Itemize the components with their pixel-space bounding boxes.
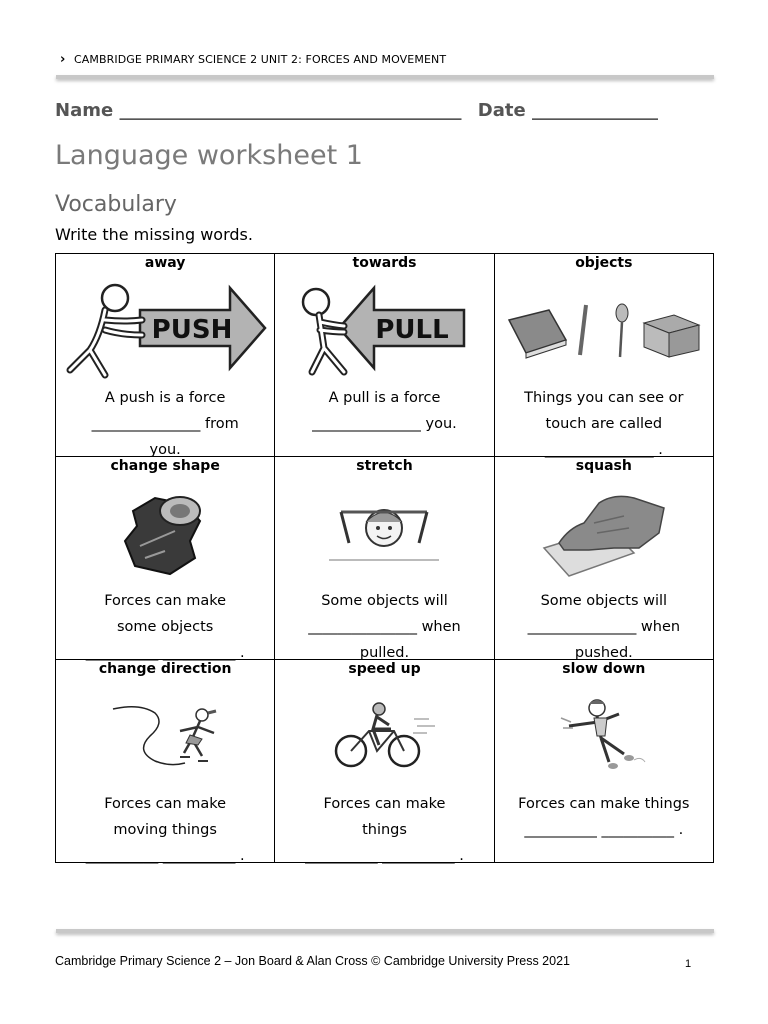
push-arrow-figure-icon — [56, 275, 274, 385]
cell-word: squash — [575, 458, 632, 474]
cell-line: moving things — [113, 822, 217, 838]
header-divider — [56, 75, 714, 79]
cell-line: Forces can make — [323, 796, 446, 812]
cell-line: _______________ when — [308, 619, 461, 635]
cell-line: Things you can see or — [524, 390, 684, 406]
cell-speed-up — [275, 660, 494, 863]
cell-line: _______________ . — [544, 442, 663, 458]
cell-line: _______________ from — [91, 416, 239, 432]
cell-line: some objects — [117, 619, 214, 635]
cell-squash — [494, 457, 713, 660]
cell-word: away — [144, 255, 186, 271]
cell-line: you. — [149, 442, 181, 458]
name-blank: ______________________________________ — [119, 100, 462, 121]
cell-objects — [494, 254, 713, 457]
breadcrumb: CAMBRIDGE PRIMARY SCIENCE 2 UNIT 2: FORCES AND MOVEMENT — [74, 53, 447, 66]
svg-text:PULL: PULL — [375, 315, 450, 345]
cell-word: objects — [575, 255, 633, 271]
cell-word: slow down — [562, 661, 646, 677]
hand-squashing-sponge-icon — [495, 478, 713, 588]
cell-line: __________ __________ . — [85, 645, 245, 661]
cell-line: Forces can make things — [518, 796, 690, 812]
crushed-can-icon — [56, 478, 274, 588]
chevron-right-icon: › — [60, 52, 66, 67]
pull-arrow-figure-icon — [275, 275, 493, 385]
cell-word: towards — [352, 255, 417, 271]
boy-stretching-band-icon — [275, 478, 493, 588]
cell-line: pushed. — [574, 645, 633, 661]
cell-line: _______________ when — [527, 619, 681, 635]
date-label: Date — [477, 100, 526, 121]
cell-word: speed up — [348, 661, 421, 677]
cell-line: Forces can make — [104, 796, 227, 812]
name-date-row — [55, 100, 658, 121]
cell-line: __________ __________ . — [85, 848, 245, 864]
cell-towards — [275, 254, 494, 457]
cell-line: touch are called — [545, 416, 663, 432]
cell-stretch — [275, 457, 494, 660]
cell-change-shape — [56, 457, 275, 660]
cell-away — [56, 254, 275, 457]
cell-line: Forces can make — [104, 593, 227, 609]
footer-divider — [56, 929, 714, 933]
section-title: Vocabulary — [55, 192, 177, 217]
page-title: Language worksheet 1 — [55, 140, 363, 171]
date-blank: ______________ — [531, 100, 658, 121]
footer-credit: Cambridge Primary Science 2 – Jon Board & Alan Cross © Cambridge University Press 2021 — [55, 954, 570, 968]
svg-text:PUSH: PUSH — [151, 315, 233, 345]
cell-word: change direction — [98, 661, 232, 677]
running-header — [60, 52, 446, 67]
girl-skating-icon — [56, 681, 274, 791]
vocabulary-grid — [55, 253, 714, 863]
cell-slow-down — [494, 660, 713, 863]
cell-line: _______________ you. — [312, 416, 457, 432]
cell-change-direction — [56, 660, 275, 863]
cell-word: change shape — [110, 458, 220, 474]
boy-slipping-icon — [495, 681, 713, 791]
page-number: 1 — [685, 958, 692, 970]
cell-line: __________ __________ . — [524, 822, 684, 838]
cell-line: pulled. — [359, 645, 410, 661]
cell-line: A push is a force — [104, 390, 226, 406]
cell-line: things — [362, 822, 407, 838]
name-label: Name — [55, 100, 114, 121]
cell-line: Some objects will — [321, 593, 448, 609]
cell-line: __________ __________ . — [305, 848, 464, 864]
objects-book-pencil-spoon-box-icon — [495, 275, 713, 385]
cell-line: A pull is a force — [328, 390, 441, 406]
instruction-text: Write the missing words. — [55, 225, 253, 244]
cyclist-icon — [275, 681, 493, 791]
cell-line: Some objects will — [540, 593, 668, 609]
cell-word: stretch — [356, 458, 413, 474]
